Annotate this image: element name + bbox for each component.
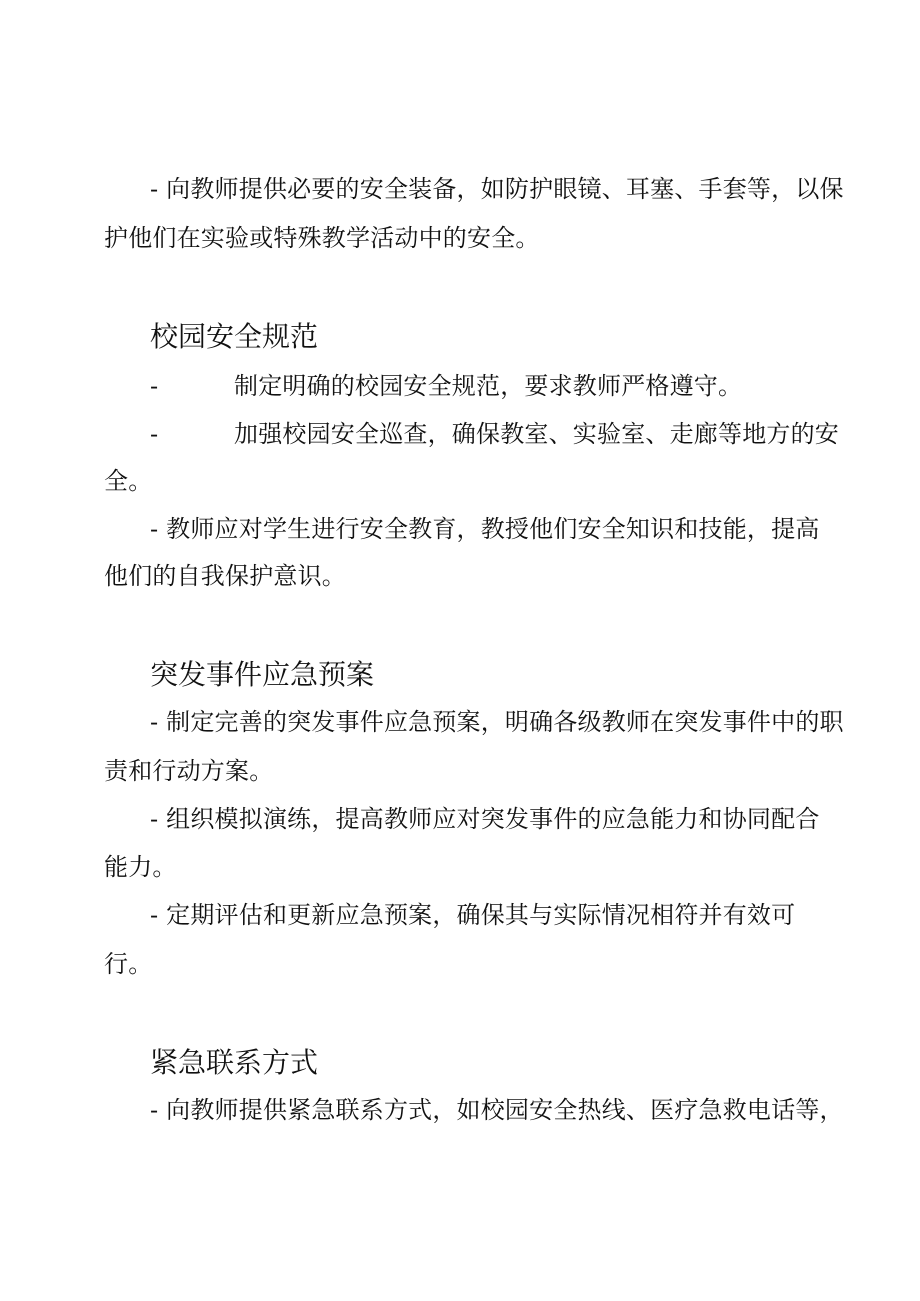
intro-item-1-line-1: - 向教师提供必要的安全装备，如防护眼镜、耳塞、手套等，以保 — [150, 175, 844, 203]
emergency-plan-item-2-line-2: 能力。 — [104, 853, 177, 881]
intro-item-1-line-2: 护他们在实验或特殊教学活动中的安全。 — [104, 224, 540, 252]
contacts-item-1-line-1: - 向教师提供紧急联系方式，如校园安全热线、医疗急救电话等， — [150, 1096, 844, 1124]
list-dash: - — [150, 420, 159, 448]
emergency-plan-item-1-line-1: - 制定完善的突发事件应急预案，明确各级教师在突发事件中的职 — [150, 708, 844, 736]
emergency-plan-item-2-line-1: - 组织模拟演练，提高教师应对突发事件的应急能力和协同配合 — [150, 805, 820, 833]
campus-safety-item-2-text: 加强校园安全巡查，确保教室、实验室、走廊等地方的安 — [234, 420, 839, 448]
campus-safety-item-2-line-2: 全。 — [104, 467, 153, 495]
list-dash: - — [150, 372, 159, 400]
section-heading-emergency-plan: 突发事件应急预案 — [150, 658, 375, 691]
campus-safety-item-1-text: 制定明确的校园安全规范，要求教师严格遵守。 — [234, 372, 743, 400]
emergency-plan-item-1-line-2: 责和行动方案。 — [104, 757, 274, 785]
section-heading-campus-safety: 校园安全规范 — [150, 320, 319, 353]
campus-safety-item-3-line-2: 他们的自我保护意识。 — [104, 562, 346, 590]
campus-safety-item-3-line-1: - 教师应对学生进行安全教育，教授他们安全知识和技能，提高 — [150, 515, 820, 543]
campus-safety-item-2 — [150, 418, 839, 450]
section-heading-contacts: 紧急联系方式 — [150, 1046, 319, 1079]
emergency-plan-item-3-line-1: - 定期评估和更新应急预案，确保其与实际情况相符并有效可 — [150, 901, 796, 929]
emergency-plan-item-3-line-2: 行。 — [104, 950, 153, 978]
campus-safety-item-1 — [150, 370, 742, 402]
